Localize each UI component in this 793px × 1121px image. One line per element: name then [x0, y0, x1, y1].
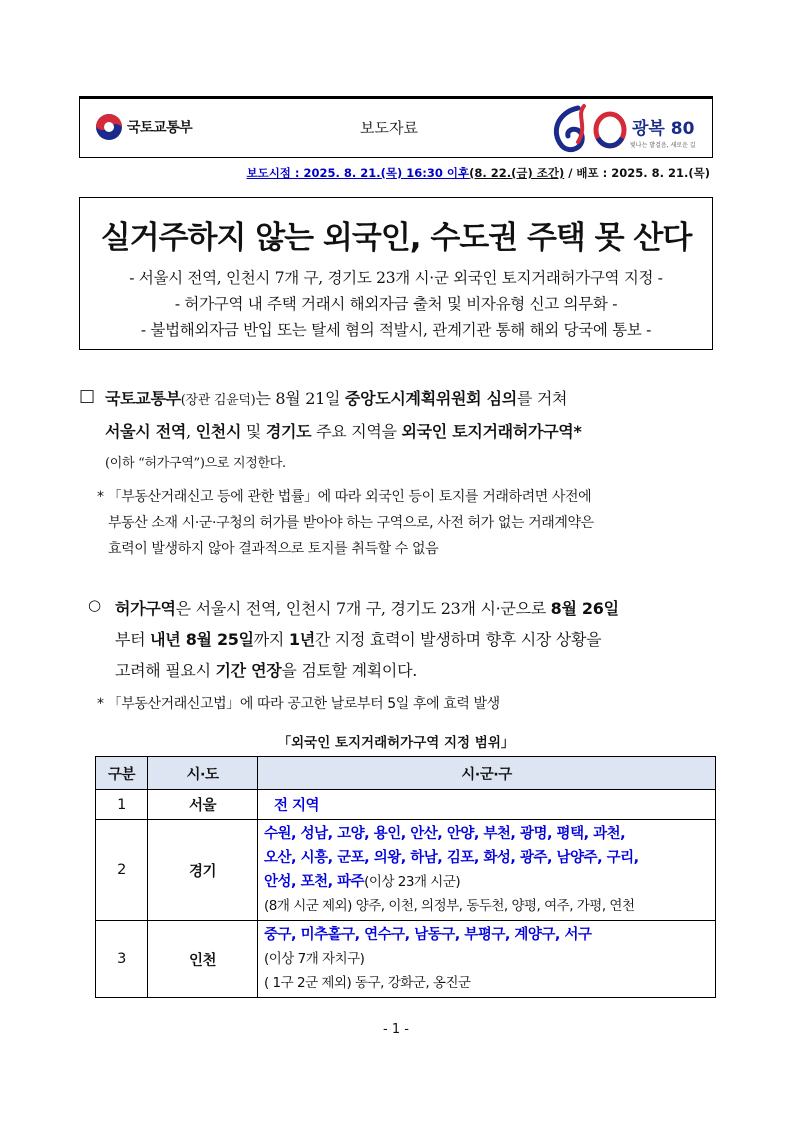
subtitle: - 서울시 전역, 인천시 7개 구, 경기도 23개 시·군 외국인 토지거래허가구역 지정 -: [129, 269, 663, 287]
zone-highlight: 외국인 토지거래허가구역*: [401, 422, 582, 441]
areas-note: (이상 7개 자치구): [264, 951, 365, 967]
areas-note: (이상 23개 시군): [364, 874, 461, 890]
footnote-line: * 「부동산거래신고 등에 관한 법률」에 따라 외국인 등이 토지를 거래하려면 사전에: [97, 489, 592, 505]
footnote-line: 효력이 발생하지 않아 결과적으로 토지를 취득할 수 없음: [108, 541, 439, 557]
region-cell: 경기: [148, 820, 258, 921]
ministry-highlight: 국토교통부: [105, 389, 181, 408]
text: 를 거쳐: [516, 389, 568, 408]
region-cell: 인천: [148, 921, 258, 998]
distribution-date: / 배포 : 2025. 8. 21.(목): [564, 166, 710, 180]
areas-line: 중구, 미추홀구, 연수구, 남동구, 부평구, 계양구, 서구: [264, 927, 592, 943]
period-highlight: 1년: [288, 630, 315, 649]
areas-line: 오산, 시흥, 군포, 의왕, 하남, 김포, 화성, 광주, 남양주, 구리,: [264, 850, 639, 866]
end-date-highlight: 내년 8월 25일: [150, 630, 254, 649]
page-number: - 1 -: [383, 1022, 409, 1037]
row-number: 2: [96, 820, 148, 921]
subtitle: - 허가구역 내 주택 거래시 해외자금 출처 및 비자유형 신고 의무화 -: [174, 295, 618, 313]
text: 주요 지역을: [311, 422, 402, 441]
column-header: 시·도: [148, 757, 258, 790]
embargo-label: 보도시점 : 2025. 8. 21.(목) 16:30 이후: [246, 166, 470, 180]
seoul-highlight: 서울시 전역: [105, 422, 187, 441]
text: 및: [241, 422, 266, 441]
text: 간 지정 효력이 발생하며 향후 시장 상황을: [314, 630, 602, 649]
ministry-logo-icon: [95, 113, 123, 141]
row-number: 3: [96, 921, 148, 998]
areas-line: 수원, 성남, 고양, 용인, 안산, 안양, 부천, 광명, 평택, 과천,: [264, 826, 626, 842]
table-header-row: [96, 757, 716, 790]
text: 고려해 필요시: [115, 661, 216, 680]
box-bullet: □: [79, 386, 96, 406]
minister-note: (장관 김윤덕): [180, 393, 256, 408]
incheon-highlight: 인천시: [195, 422, 242, 441]
column-header: 시·군·구: [258, 757, 716, 790]
table-row: [96, 790, 716, 820]
circle-bullet: ○: [88, 596, 102, 614]
subtitle: - 불법해외자금 반입 또는 탈세 혐의 적발시, 관계기관 통해 해외 당국에 통보 -: [140, 321, 652, 339]
areas-text: 전 지역: [274, 798, 320, 814]
embargo-note: (8. 22.(금) 조간): [469, 166, 565, 180]
paragraph-1-line: (이하 “허가구역”)으로 지정한다.: [105, 456, 286, 471]
excluded-areas: (8개 시군 제외) 양주, 이천, 의정부, 동두천, 양평, 여주, 가평, 연천: [264, 898, 635, 914]
table-row: [96, 921, 716, 998]
areas-cell: [258, 921, 716, 998]
paragraph-2-line: [115, 596, 735, 619]
row-number: 1: [96, 790, 148, 820]
region-cell: 서울: [148, 790, 258, 820]
text: 까지: [253, 630, 289, 649]
extension-highlight: 기간 연장: [215, 661, 282, 680]
liberation-80-logo-icon: [548, 102, 628, 154]
text: 을 검토할 계획이다.: [281, 661, 418, 680]
paragraph-2-line: [115, 627, 735, 650]
ministry-name: 국토교통부: [127, 120, 193, 136]
text: 부터: [115, 630, 151, 649]
anniversary-text: 광복 80: [632, 119, 695, 139]
gyeonggi-highlight: 경기도: [265, 422, 312, 441]
text: ,: [186, 422, 196, 441]
areas-text: 안성, 포천, 파주: [264, 874, 365, 890]
table-row: [96, 820, 716, 921]
text: 는 8월 21일: [255, 389, 345, 408]
main-title: 실거주하지 않는 외국인, 수도권 주택 못 산다: [100, 220, 692, 256]
release-timing: [150, 165, 710, 181]
areas-cell: [258, 790, 716, 820]
anniversary-slogan: 빛나는 발걸음, 새로운 길: [630, 142, 696, 149]
table-caption: 「외국인 토지거래허가구역 지정 범위」: [277, 735, 515, 751]
paragraph-2-line: [115, 658, 735, 681]
footnote-line: 부동산 소재 시·군·구청의 허가를 받아야 하는 구역으로, 사전 허가 없는 거래계약은: [108, 515, 594, 531]
committee-highlight: 중앙도시계획위원회 심의: [344, 389, 517, 408]
areas-cell: [258, 820, 716, 921]
press-release-label: 보도자료: [360, 119, 418, 137]
column-header: 구분: [96, 757, 148, 790]
zone-highlight: 허가구역: [115, 599, 176, 618]
paragraph-1-line: [105, 386, 725, 409]
permit-zone-table: [95, 756, 716, 998]
footnote-line: * 「부동산거래신고법」에 따라 공고한 날로부터 5일 후에 효력 발생: [97, 696, 500, 712]
areas-line: [264, 870, 709, 894]
text: 은 서울시 전역, 인천시 7개 구, 경기도 23개 시·군으로: [175, 599, 551, 618]
excluded-areas: ( 1구 2군 제외) 동구, 강화군, 옹진군: [264, 975, 471, 991]
start-date-highlight: 8월 26일: [550, 599, 619, 618]
paragraph-1-line: [105, 419, 725, 442]
